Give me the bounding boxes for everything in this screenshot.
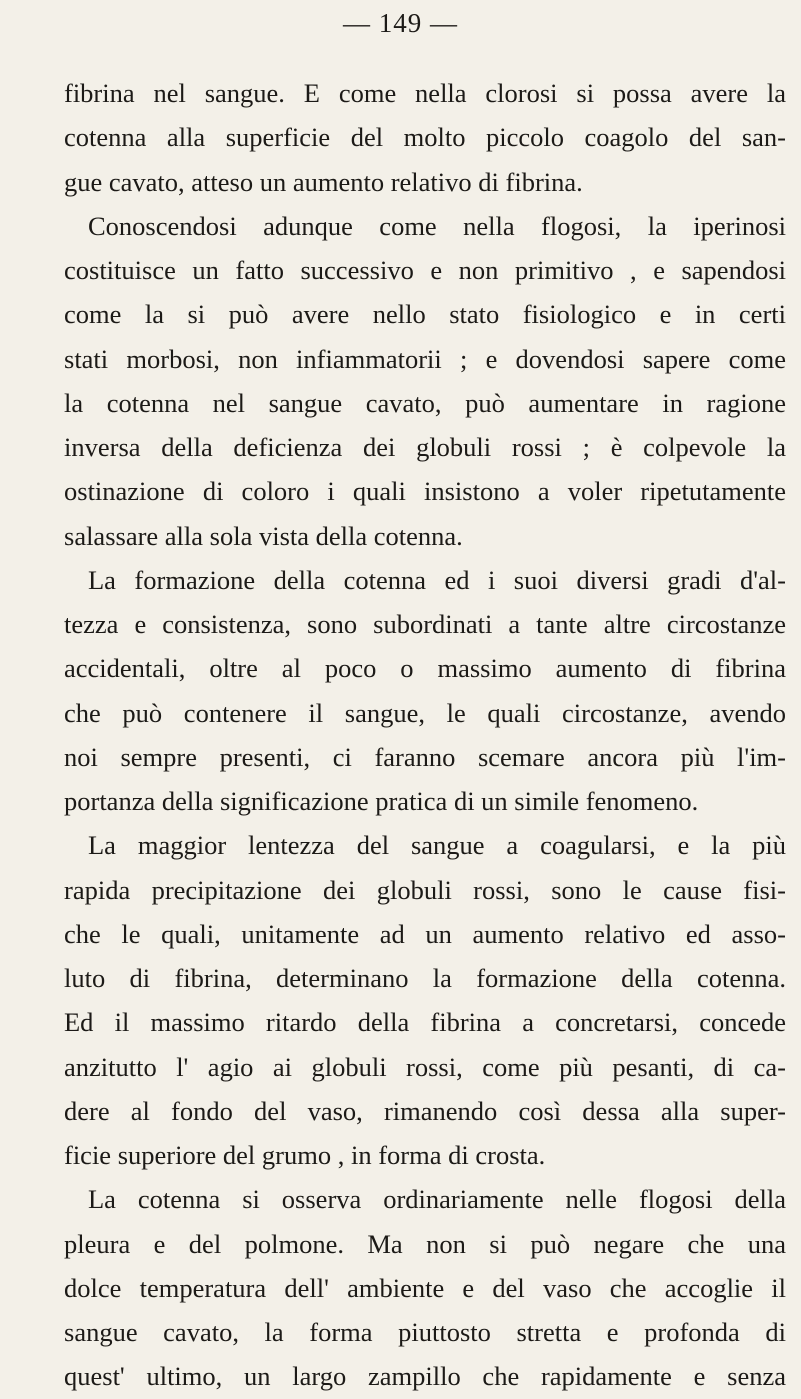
text-line: Conoscendosi adunque come nella flogosi, la iperinosi [88,210,786,241]
text-line: La cotenna si osserva ordinariamente nelle flogosi della [88,1184,786,1215]
text-line: sangue cavato, la forma piuttosto stretta e profonda di [64,1317,786,1347]
text-line: accidentali, oltre al poco o massimo aumento di fibrina [64,653,786,684]
text-line: la cotenna nel sangue cavato, può aumentare in ragione [64,387,786,418]
text-line: noi sempre presenti, ci faranno scemare ancora più l'im- [64,741,786,772]
text-line: come la si può avere nello stato fisiologico e in certi [64,299,786,330]
text-line: dere al fondo del vaso, rimanendo così dessa alla super- [64,1095,786,1126]
text-line: anzitutto l' agio ai globuli rossi, come più pesanti, di ca- [64,1051,786,1082]
text-line: La maggior lentezza del sangue a coagularsi, e la più [88,830,786,861]
text-line: La formazione della cotenna ed i suoi diversi gradi d'al- [88,564,786,595]
text-line: fibrina nel sangue. E come nella clorosi si possa avere la [64,78,786,108]
text-line: dolce temperatura dell' ambiente e del vaso che accoglie il [64,1272,786,1303]
text-line: Ed il massimo ritardo della fibrina a concretarsi, concede [64,1007,786,1038]
text-line: inversa della deficienza dei globuli rossi ; è colpevole la [64,432,786,462]
text-line: luto di fibrina, determinano la formazione della cotenna. [64,963,786,993]
text-line: che può contenere il sangue, le quali circostanze, avendo [64,697,786,728]
text-line: portanza della significazione pratica di un simile fenomeno. [64,786,699,816]
text-line: pleura e del polmone. Ma non si può negare che una [64,1228,786,1259]
text-line: costituisce un fatto successivo e non primitivo , e sapendosi [64,255,786,285]
text-line: rapida precipitazione dei globuli rossi, sono le cause fisi- [64,874,786,905]
text-line: quest' ultimo, un largo zampillo che rapidamente e senza [64,1361,786,1392]
text-line: stati morbosi, non infiammatorii ; e dovendosi sapere come [64,343,786,374]
page-number-header: — 149 — [343,8,458,38]
text-line: che le quali, unitamente ad un aumento relativo ed asso- [64,918,786,949]
body-text [64,71,786,1399]
text-line: ficie superiore del grumo , in forma di crosta. [64,1140,546,1170]
text-line: ostinazione di coloro i quali insistono a voler ripetutamente [64,476,786,507]
text-line: tezza e consistenza, sono subordinati a tante altre circostanze [64,609,786,639]
text-line: cotenna alla superficie del molto piccolo coagolo del san- [64,122,786,153]
text-line: gue cavato, atteso un aumento relativo di fibrina. [64,166,583,197]
text-line: salassare alla sola vista della cotenna. [64,520,463,551]
